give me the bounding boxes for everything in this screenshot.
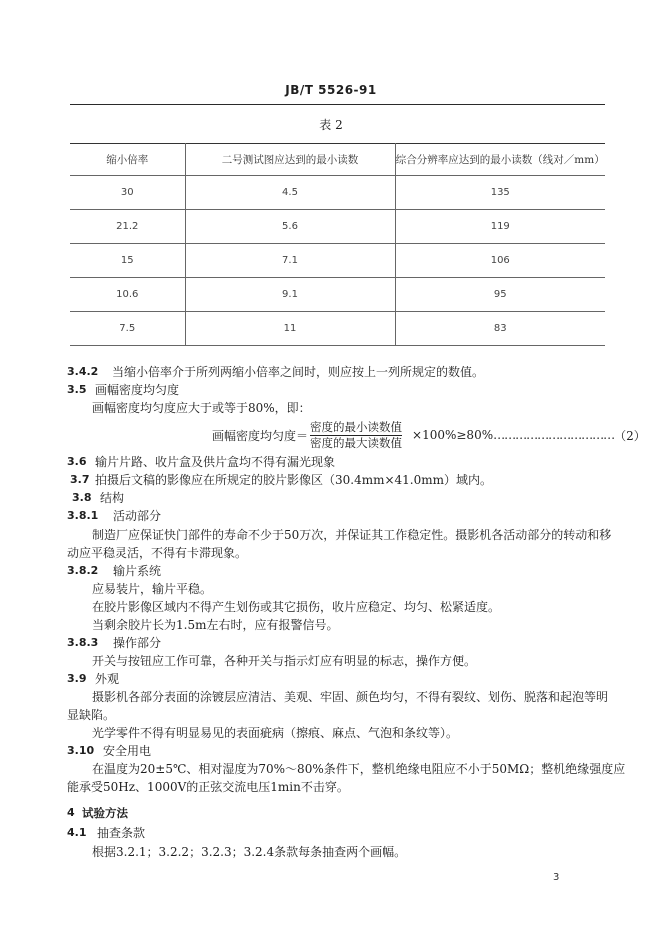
paragraph-line: 当剩余胶片长为1.5m左右时，应有报警信号。 <box>92 618 339 632</box>
clause-title: 结构 <box>100 491 125 505</box>
clause-number: 3.9 <box>67 672 87 685</box>
paragraph-line: 根据3.2.1；3.2.2；3.2.3；3.2.4条款每条抽查两个画幅。 <box>92 845 407 859</box>
clause-number: 4.1 <box>67 826 87 839</box>
formula-numerator: 密度的最小读数值 <box>310 419 403 434</box>
table-row <box>70 210 605 244</box>
table-cell: 21.2 <box>70 210 185 244</box>
table-row <box>70 176 605 210</box>
table-cell: 4.5 <box>185 176 395 210</box>
table-cell: 30 <box>70 176 185 210</box>
section-number: 4 <box>67 806 75 819</box>
table-cell: 119 <box>395 210 605 244</box>
clause-number: 3.4.2 <box>67 365 99 378</box>
table-cell: 135 <box>395 176 605 210</box>
clause-number: 3.5 <box>67 383 87 396</box>
formula-lhs: 画幅密度均匀度＝ <box>212 428 309 443</box>
clause-text: 拍摄后文稿的影像应在所规定的胶片影像区（30.4mm×41.0mm）域内。 <box>95 473 493 487</box>
density-uniformity-formula <box>212 419 646 450</box>
clause-3-6 <box>67 453 467 471</box>
table-cell: 7.5 <box>70 312 185 346</box>
clause-text: 输片片路、收片盒及供片盒均不得有漏光现象 <box>95 455 336 469</box>
table-row <box>70 244 605 278</box>
table-row <box>70 312 605 346</box>
formula-rhs: ×100%≥80% <box>412 428 494 442</box>
clause-3-8-2 <box>67 562 217 580</box>
column-header: 综合分辨率应达到的最小读数（线对／mm） <box>395 144 605 176</box>
paragraph-line: 动应平稳灵活，不得有卡滞现象。 <box>67 546 248 560</box>
clause-3-8 <box>72 489 172 507</box>
table-header-row <box>70 144 605 176</box>
clause-title: 输片系统 <box>113 564 162 578</box>
clause-number: 3.8.1 <box>67 509 99 522</box>
clause-number: 3.8 <box>72 491 92 504</box>
formula-fraction <box>310 421 402 450</box>
paragraph-line: 应易装片，输片平稳。 <box>92 582 213 596</box>
formula-leader-dots: …………………………… <box>493 428 615 442</box>
table-cell: 106 <box>395 244 605 278</box>
clause-title: 安全用电 <box>103 744 152 758</box>
paragraph-line: 在温度为20±5℃、相对湿度为70%～80%条件下，整机绝缘电阻应不小于50MΩ；整机绝缘强度应 <box>92 762 626 776</box>
paragraph-line: 制造厂应保证快门部件的寿命不少于50万次，并保证其工作稳定性。摄影机各活动部分的转动和移 <box>92 528 612 542</box>
clause-3-5 <box>67 381 367 399</box>
table-cell: 9.1 <box>185 278 395 312</box>
formula-denominator: 密度的最大读数值 <box>310 435 403 450</box>
column-header: 二号测试图应达到的最小读数 <box>185 144 395 176</box>
clause-3-8-3 <box>67 634 217 652</box>
section-title: 试验方法 <box>82 806 128 820</box>
table-caption: 表 2 <box>319 118 343 132</box>
header-rule <box>70 104 605 105</box>
clause-title: 抽查条款 <box>97 826 146 840</box>
clause-number: 3.8.3 <box>67 636 99 649</box>
clause-3-4-2 <box>67 363 607 381</box>
table-cell: 11 <box>185 312 395 346</box>
column-header: 缩小倍率 <box>70 144 185 176</box>
clause-number: 3.10 <box>67 744 95 757</box>
table-cell: 95 <box>395 278 605 312</box>
clause-number: 3.7 <box>70 473 90 486</box>
clause-title: 外观 <box>95 672 120 686</box>
equation-number: （2） <box>614 428 646 443</box>
clause-title: 操作部分 <box>113 636 162 650</box>
paragraph: 画幅密度均匀度应大于或等于80%，即： <box>92 401 311 415</box>
table-cell: 7.1 <box>185 244 395 278</box>
clause-text: 当缩小倍率介于所列两缩小倍率之间时，则应按上一列所规定的数值。 <box>112 365 485 379</box>
document-id: JB/T 5526-91 <box>285 83 377 97</box>
reduction-ratio-table <box>70 143 605 346</box>
table-cell: 10.6 <box>70 278 185 312</box>
clause-3-10 <box>67 742 217 760</box>
clause-3-7 <box>70 471 570 489</box>
clause-number: 3.6 <box>67 455 87 468</box>
clause-4-1 <box>67 824 217 842</box>
paragraph-line: 在胶片影像区域内不得产生划伤或其它损伤，收片应稳定、均匀、松紧适度。 <box>92 600 501 614</box>
table-cell: 5.6 <box>185 210 395 244</box>
clause-3-9 <box>67 670 167 688</box>
page-number: 3 <box>553 872 560 883</box>
clause-number: 3.8.2 <box>67 564 99 577</box>
paragraph-line: 能承受50Hz、1000V的正弦交流电压1min不击穿。 <box>67 780 349 794</box>
section-4 <box>67 804 217 822</box>
clause-title: 画幅密度均匀度 <box>95 383 180 397</box>
paragraph-line: 显缺陷。 <box>67 708 116 722</box>
table-cell: 15 <box>70 244 185 278</box>
clause-3-8-1 <box>67 507 217 525</box>
paragraph-line: 开关与按钮应工作可靠，各种开关与指示灯应有明显的标志，操作方便。 <box>92 654 477 668</box>
table-cell: 83 <box>395 312 605 346</box>
clause-title: 活动部分 <box>113 509 162 523</box>
paragraph-line: 光学零件不得有明显易见的表面疵病（擦痕、麻点、气泡和条纹等）。 <box>92 726 459 740</box>
paragraph-line: 摄影机各部分表面的涂镀层应清洁、美观、牢固、颜色均匀，不得有裂纹、划伤、脱落和起泡等明 <box>92 690 609 704</box>
table-row <box>70 278 605 312</box>
